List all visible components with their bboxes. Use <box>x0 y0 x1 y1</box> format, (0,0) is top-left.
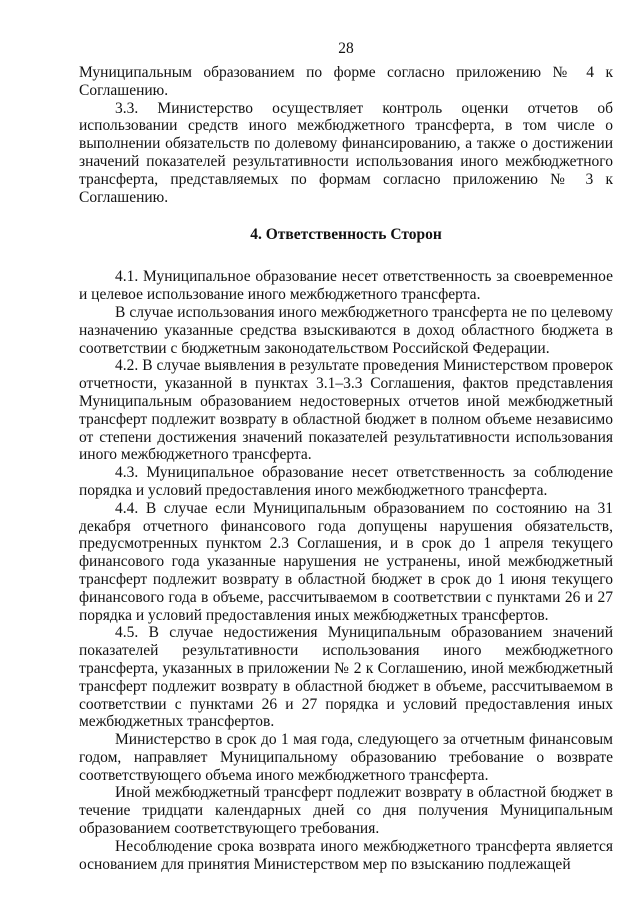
paragraph-continuation: Муниципальным образованием по форме согласно приложению № 4 к Соглашению. <box>79 64 613 99</box>
paragraph-4-5-return-term: Иной межбюджетный трансферт подлежит возврату в областной бюджет в течение тридцати календарных дней со дня получения Муниципальным образованием соответствующего требования. <box>79 784 613 838</box>
document-page <box>79 40 613 873</box>
page-number: 28 <box>338 40 354 57</box>
paragraph-4-5-noncompliance: Несоблюдение срока возврата иного межбюджетного трансферта является основанием для принятия Министерством мер по взысканию подлежащей <box>79 837 613 873</box>
paragraph-3-3: 3.3. Министерство осуществляет контроль оценки отчетов об использовании средств иного межбюджетного трансферта, в том числе о выполнении обязательств по долевому финансированию, а также о достижении значений показателей результативности использования иного межбюджетного трансферта, представляемых по формам согласно приложению № 3 к Соглашению. <box>79 99 613 206</box>
section-heading: 4. Ответственность Сторон <box>250 226 442 244</box>
paragraph-4-5-demand: Министерство в срок до 1 мая года, следующего за отчетным финансовым годом, направляет Муниципальному образованию требование о возврате соответствующего объема иного межбюджетного трансферта. <box>79 731 613 784</box>
paragraph-4-2: 4.2. В случае выявления в результате проведения Министерством проверок отчетности, указанной в пунктах 3.1–3.3 Соглашения, фактов представления Муниципальным образованием недостоверных отчетов иной межбюджетный трансферт подлежит возврату в областной бюджет в полном объеме независимо от степени достижения значений показателей результативности использования иного межбюджетного трансферта. <box>79 357 613 464</box>
paragraph-4-1: 4.1. Муниципальное образование несет ответственность за своевременное и целевое использование иного межбюджетного трансферта. <box>79 268 613 304</box>
paragraph-4-5: 4.5. В случае недостижения Муниципальным образованием значений показателей результативности использования иного межбюджетного трансферта, указанных в приложении № 2 к Соглашению, иной межбюджетный трансферт подлежит возврату в областной бюджет в объеме, рассчитываемом в соответствии с пунктами 26 и 27 порядка и условий предоставления иных межбюджетных трансфертов. <box>79 624 613 731</box>
top-paragraphs <box>79 64 613 206</box>
section-4-paragraphs <box>79 268 613 873</box>
paragraph-4-1-misuse: В случае использования иного межбюджетного трансферта не по целевому назначению указанные средства взыскиваются в доход областного бюджета в соответствии с бюджетным законодательством Российской Федерации. <box>79 303 613 357</box>
paragraph-4-3: 4.3. Муниципальное образование несет ответственность за соблюдение порядка и условий предоставления иного межбюджетного трансферта. <box>79 464 613 499</box>
paragraph-4-4: 4.4. В случае если Муниципальным образованием по состоянию на 31 декабря отчетного финансового года допущены нарушения обязательств, предусмотренных пунктом 2.3 Соглашения, и в срок до 1 апреля текущего финансового года указанные нарушения не устранены, иной межбюджетный трансферт подлежит возврату в областной бюджет в срок до 1 июня текущего финансового года в объеме, рассчитываемом в соответствии с пунктами 26 и 27 порядка и условий предоставления иных межбюджетных трансфертов. <box>79 499 613 624</box>
